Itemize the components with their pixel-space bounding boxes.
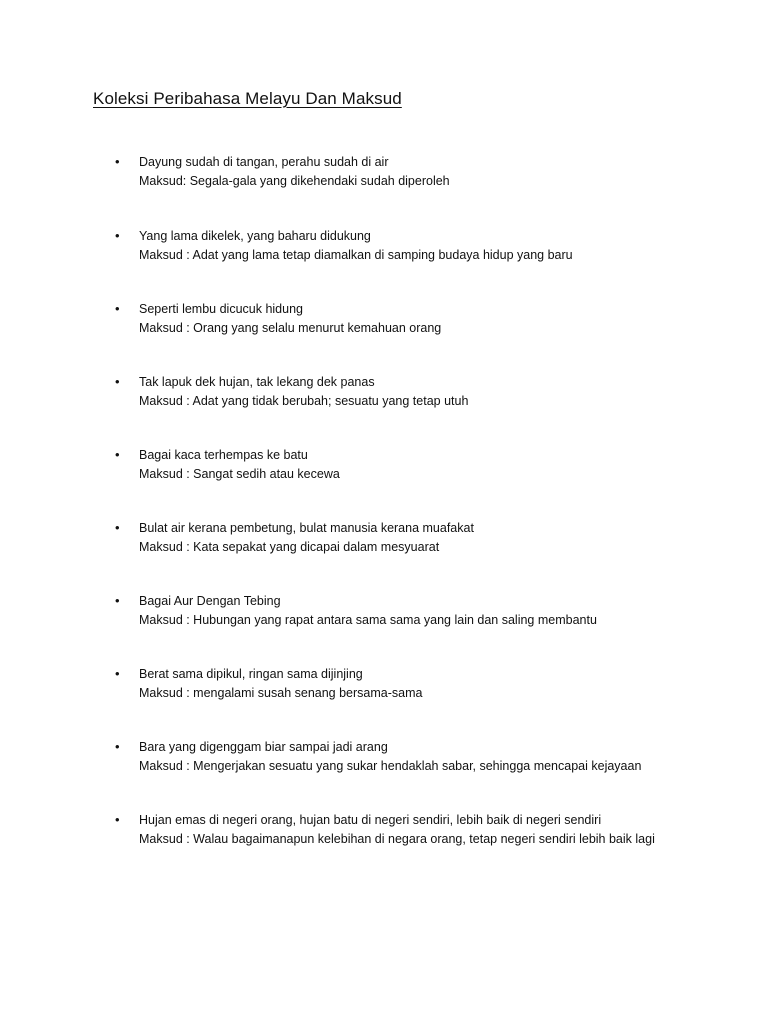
- maksud-text: Maksud : Mengerjakan sesuatu yang sukar hendaklah sabar, sehingga mencapai kejayaan: [139, 758, 642, 773]
- bullet-icon: •: [115, 154, 120, 169]
- maksud-text: Maksud : Adat yang tidak berubah; sesuatu yang tetap utuh: [139, 393, 469, 408]
- bullet-icon: •: [115, 812, 120, 827]
- list-item: [115, 738, 661, 775]
- peribahasa-text: Tak lapuk dek hujan, tak lekang dek panas: [139, 375, 375, 389]
- maksud-text: Maksud : mengalami susah senang bersama-sama: [139, 685, 423, 700]
- bullet-icon: •: [115, 666, 120, 681]
- maksud-text: Maksud : Hubungan yang rapat antara sama sama yang lain dan saling membantu: [139, 612, 597, 627]
- peribahasa-text: Hujan emas di negeri orang, hujan batu di negeri sendiri, lebih baik di negeri sendiri: [139, 813, 602, 827]
- peribahasa-text: Bagai Aur Dengan Tebing: [139, 594, 281, 608]
- bullet-icon: •: [115, 520, 120, 535]
- bullet-icon: •: [115, 374, 120, 389]
- bullet-icon: •: [115, 593, 120, 608]
- maksud-text: Maksud : Kata sepakat yang dicapai dalam mesyuarat: [139, 539, 440, 554]
- peribahasa-text: Bara yang digenggam biar sampai jadi arang: [139, 740, 388, 754]
- bullet-icon: •: [115, 739, 120, 754]
- list-item: [115, 300, 661, 337]
- list-item: [115, 592, 661, 629]
- peribahasa-text: Bagai kaca terhempas ke batu: [139, 448, 308, 462]
- list-item: [115, 519, 661, 556]
- maksud-text: Maksud : Adat yang lama tetap diamalkan di samping budaya hidup yang baru: [139, 247, 573, 262]
- peribahasa-text: Seperti lembu dicucuk hidung: [139, 302, 303, 316]
- maksud-text: Maksud : Walau bagaimanapun kelebihan di negara orang, tetap negeri sendiri lebih baik lagi: [139, 831, 655, 846]
- list-item: [115, 227, 661, 264]
- maksud-text: Maksud: Segala-gala yang dikehendaki sudah diperoleh: [139, 173, 450, 188]
- maksud-text: Maksud : Orang yang selalu menurut kemahuan orang: [139, 320, 442, 335]
- list-item: [115, 373, 661, 410]
- bullet-icon: •: [115, 228, 120, 243]
- peribahasa-text: Berat sama dipikul, ringan sama dijinjing: [139, 667, 363, 681]
- list-item: [115, 153, 661, 190]
- bullet-icon: •: [115, 301, 120, 316]
- peribahasa-text: Bulat air kerana pembetung, bulat manusia kerana muafakat: [139, 521, 474, 535]
- list-item: [115, 811, 661, 848]
- document-title: Koleksi Peribahasa Melayu Dan Maksud: [93, 89, 402, 108]
- peribahasa-text: Yang lama dikelek, yang baharu didukung: [139, 229, 371, 243]
- peribahasa-text: Dayung sudah di tangan, perahu sudah di air: [139, 155, 389, 169]
- list-item: [115, 665, 661, 702]
- maksud-text: Maksud : Sangat sedih atau kecewa: [139, 466, 340, 481]
- bullet-icon: •: [115, 447, 120, 462]
- list-item: [115, 446, 661, 483]
